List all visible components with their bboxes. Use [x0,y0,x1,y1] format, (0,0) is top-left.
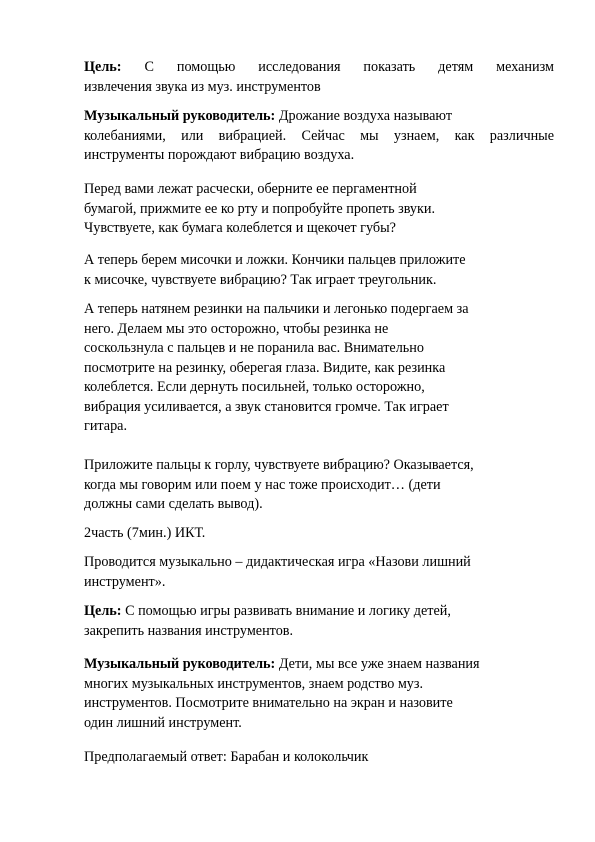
text-line: вибрация усиливается, а звук становится громче. Так играет [84,398,449,415]
text-fragment: С помощью игры развивать внимание и логику детей, [125,603,451,619]
speaker-label: Музыкальный руководитель: [84,108,276,124]
text-fragment: С помощью исследования показать детям механизм [144,59,554,75]
text-fragment: Дети, мы все уже знаем названия [278,656,480,672]
game-paragraph [84,553,554,592]
text-line: инструменты порождают вибрацию воздуха. [84,147,355,163]
text-line: Приложите пальцы к горлу, чувствуете вибрацию? Оказывается, [84,457,474,473]
text-line: к мисочке, чувствуете вибрацию? Так играет треугольник. [84,271,437,288]
text-fragment: Дрожание воздуха называют [278,108,453,124]
text-line: гитара. [84,418,128,434]
text-line: должны сами сделать вывод). [84,496,263,512]
text-line: Проводится музыкально – дидактическая игра «Назови лишний [84,554,471,570]
text-line: Чувствуете, как бумага колеблется и щекочет губы? [84,220,396,236]
text-line: когда мы говорим или поем у нас тоже происходит… (дети [84,476,441,493]
text-line: Перед вами лежат расчески, оберните ее пергаментной [84,181,417,197]
text-line [84,107,554,127]
combs-paragraph [84,180,554,239]
text-line: закрепить названия инструментов. [84,622,294,639]
part-two-heading [84,524,554,544]
expected-answer-paragraph [84,748,554,768]
text-line: извлечения звука из муз. инструментов [84,78,321,95]
text-line: Предполагаемый ответ: Барабан и колокольчик [84,749,369,765]
rubber-bands-paragraph [84,300,554,437]
text-line [84,655,554,675]
text-line: него. Делаем мы это осторожно, чтобы резинка не [84,320,389,337]
text-line: посмотрите на резинку, оберегая глаза. Видите, как резинка [84,359,446,376]
goal-label: Цель: [84,59,122,75]
text-line: инструмент». [84,573,166,590]
text-line: колебаниями, или вибрацией. Сейчас мы узнаем, как различные [84,127,554,144]
goal-label: Цель: [84,603,122,619]
goal-paragraph [84,58,554,97]
text-line: А теперь берем мисочки и ложки. Кончики пальцев приложите [84,252,466,268]
text-line: А теперь натянем резинки на пальчики и легонько подергаем за [84,301,469,317]
goal-paragraph-2 [84,602,554,641]
throat-paragraph [84,456,554,515]
text-line: колеблется. Если дернуть посильней, только осторожно, [84,379,425,395]
text-line: 2часть (7мин.) ИКТ. [84,525,206,541]
speaker-label: Музыкальный руководитель: [84,656,276,672]
text-line [84,58,554,78]
music-director-paragraph [84,107,554,166]
text-line: инструментов. Посмотрите внимательно на экран и назовите [84,695,453,711]
bowls-paragraph [84,251,554,290]
text-line: соскользнула с пальцев и не поранила вас. Внимательно [84,340,424,356]
text-line: один лишний инструмент. [84,714,242,731]
text-line: многих музыкальных инструментов, знаем родство муз. [84,675,424,692]
text-line: бумагой, прижмите ее ко рту и попробуйте пропеть звуки. [84,200,436,217]
text-line [84,602,554,622]
music-director-paragraph-2 [84,655,554,733]
